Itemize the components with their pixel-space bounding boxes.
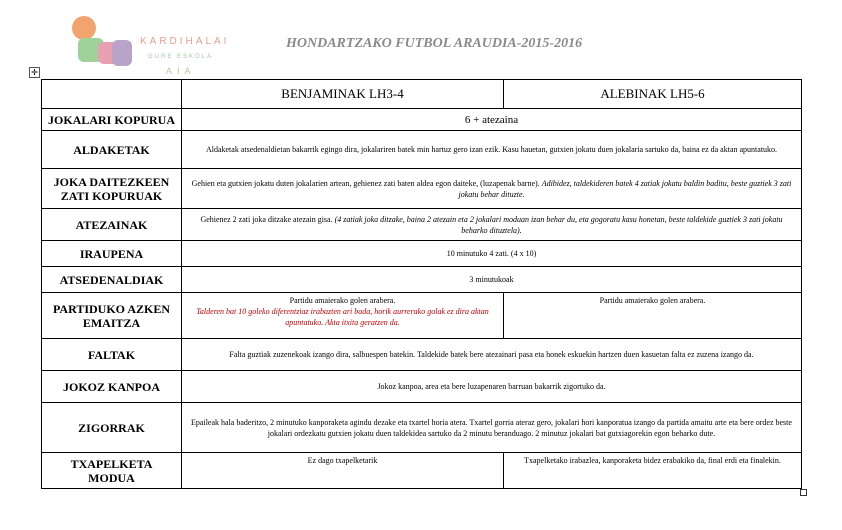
- row-value: Aldaketak atsedenaldietan bakarrik egingo dira, jokalariren batek min hartuz gero izan ezik. Kasu hauetan, gutxien jokatu duen jokalaria sartuko da, baina ez da aktan apuntatuko.: [182, 131, 802, 169]
- row-value: 6 + atezaina: [182, 109, 802, 131]
- row-label: JOKOZ KANPOA: [42, 371, 182, 403]
- row-label: FALTAK: [42, 339, 182, 371]
- row-value: Falta guztiak zuzenekoak izango dira, salbuespen batekin. Taldekide batek bere atezainari pasa eta honek eskuekin hartzen duen kasuetan falta ez zuzena izango da.: [182, 339, 802, 371]
- row-label: ZIGORRAK: [42, 403, 182, 453]
- row-label: JOKA DAITEZKEEN ZATI KOPURUAK: [42, 169, 182, 209]
- table-move-handle-icon[interactable]: ✛: [29, 67, 40, 78]
- row-text: Partidu amaierako golen arabera.: [289, 296, 396, 305]
- table-resize-handle[interactable]: [800, 489, 807, 496]
- logo-text-aia: AIA: [166, 66, 196, 76]
- row-label: ATEZAINAK: [42, 209, 182, 241]
- table-row: [42, 109, 802, 131]
- row-label: ALDAKETAK: [42, 131, 182, 169]
- row-label: JOKALARI KOPURUA: [42, 109, 182, 131]
- row-value: [182, 209, 802, 241]
- header-benjaminak: BENJAMINAK LH3-4: [182, 80, 504, 109]
- row-text-red: Talderen bat 10 goleko diferentziaz irabazten ari bada, horik aurrerako golak ez dira aktan apuntatuko. Akta itxita geratzen da.: [196, 307, 489, 327]
- row-value: 10 minutuko 4 zati. (4 x 10): [182, 241, 802, 267]
- row-text: Gehienez 2 zati joka ditzake atezain gisa.: [200, 214, 333, 224]
- table-row: [42, 267, 802, 293]
- table-row: [42, 371, 802, 403]
- table-row: [42, 241, 802, 267]
- row-value-benjaminak: Ez dago txapelketarik: [182, 453, 504, 489]
- row-value-alebinak: Partidu amaierako golen arabera.: [504, 293, 802, 339]
- school-logo: [68, 12, 238, 80]
- row-value-alebinak: Txapelketako irabazlea, kanporaketa bidez erabakiko da, final erdi eta finalekin.: [504, 453, 802, 489]
- table-row: [42, 403, 802, 453]
- logo-text-main: KARDIHALAI: [140, 36, 230, 47]
- table-row: [42, 453, 802, 489]
- row-value: 3 minutukoak: [182, 267, 802, 293]
- row-text: Gehien eta gutxien jokatu duten jokalarien artean, gehienez zati baten aldea egon daiteke, (luzapenak barne).: [191, 178, 540, 188]
- rules-table: [41, 79, 802, 489]
- header-empty-cell: [42, 80, 182, 109]
- table-row: [42, 339, 802, 371]
- row-value: Jokoz kanpoa, area eta bere luzapenaren barruan bakarrik zigortuko da.: [182, 371, 802, 403]
- row-value: [182, 169, 802, 209]
- table-row: [42, 131, 802, 169]
- table-header-row: [42, 80, 802, 109]
- row-value-benjaminak: [182, 293, 504, 339]
- row-label: PARTIDUKO AZKEN EMAITZA: [42, 293, 182, 339]
- row-value: Epaileak hala baderitzo, 2 minutuko kanporaketa agindu dezake eta txartel horia atera. Txartel gorria ateraz gero, jokalari hori kanporatua izango da partida amaitu arte eta bere ordez beste jokalari ordezkatu gutxien jokatu duen taldekidea sartuko da 2 minutu beranduago. 2 minutuz jokalari bat gutxiagorekin egon beharko dute.: [182, 403, 802, 453]
- row-label: TXAPELKETA MODUA: [42, 453, 182, 489]
- table-row: [42, 293, 802, 339]
- table-row: [42, 169, 802, 209]
- header-alebinak: ALEBINAK LH5-6: [504, 80, 802, 109]
- row-text-italic: Adibidez, taldekideren batek 4 zatiak jokatu baldin baditu, beste guztiek 3 zati jokatu behar dituzte.: [458, 178, 792, 199]
- logo-text-sub: GURE ESKOLA: [148, 54, 214, 60]
- table-row: [42, 209, 802, 241]
- row-text-italic: (4 zatiak joka ditzake, baina 2 atezain eta 2 jokalari moduan izan behar du, eta gogoratu kasu honetan, beste taldekide guztiek 3 zati jokatu beharko dituztela).: [334, 214, 783, 235]
- row-label: ATSEDENALDIAK: [42, 267, 182, 293]
- logo-shapes-icon: [68, 12, 138, 72]
- row-label: IRAUPENA: [42, 241, 182, 267]
- document-title: HONDARTZAKO FUTBOL ARAUDIA-2015-2016: [286, 36, 583, 51]
